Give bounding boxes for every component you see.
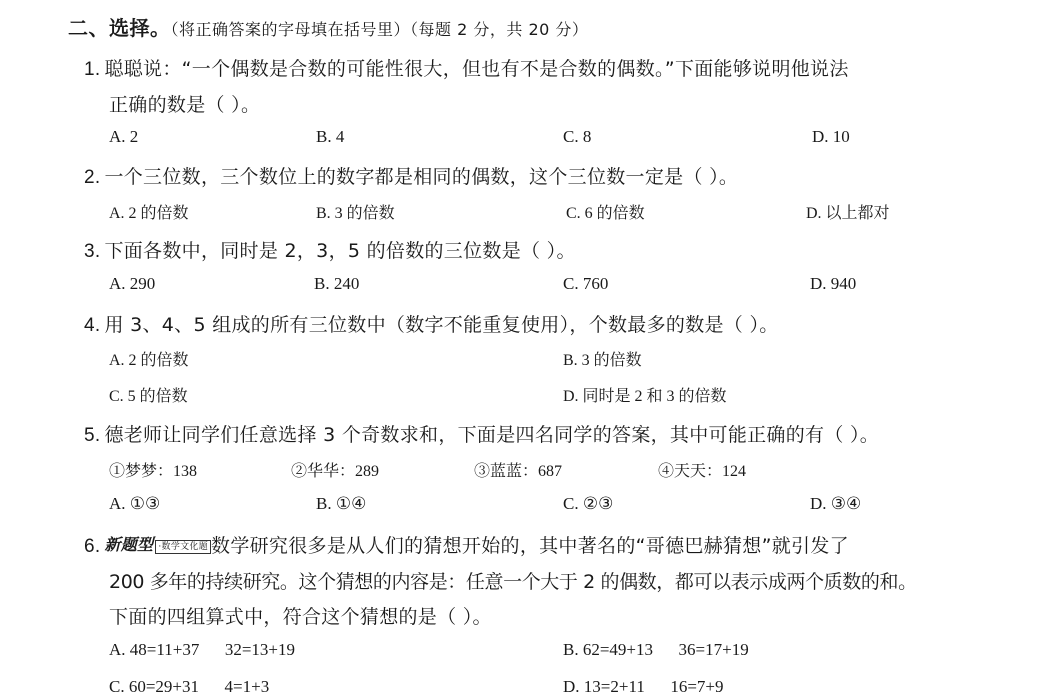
question-6: [84, 531, 849, 558]
option-d: D. 同时是 2 和 3 的倍数: [563, 388, 727, 405]
option-b: B. 240: [314, 274, 360, 293]
option-d: D. ③④: [810, 494, 862, 513]
option-c: C. 60=29+31 4=1+3: [109, 677, 270, 696]
option-b: B. 4: [316, 127, 345, 146]
option-b: B. 3 的倍数: [563, 352, 642, 369]
new-question-type-tag: 新题型: [104, 535, 154, 554]
question-4: [84, 310, 779, 337]
option-a: A. 2 的倍数: [109, 205, 189, 222]
question-text: 下面各数中，同时是 2，3，5 的倍数的三位数是（ ）。: [104, 240, 576, 262]
question-text: 聪聪说：“一个偶数是合数的可能性很大，但也有不是合数的偶数。”下面能够说明他说法: [104, 58, 849, 80]
question-number: 2.: [84, 167, 101, 188]
question-1: [84, 54, 849, 81]
option-a: A. 290: [109, 274, 156, 293]
section-note: （将正确答案的字母填在括号里）（每题 2 分，共 20 分）: [170, 20, 589, 39]
question-text: 数学研究很多是从人们的猜想开始的，其中著名的“哥德巴赫猜想”就引发了: [211, 535, 849, 557]
student-answer-4: ④天天：124: [658, 463, 747, 480]
section-header: [68, 12, 588, 41]
question-2: [84, 162, 738, 189]
question-text: 德老师让同学们任意选择 3 个奇数求和，下面是四名同学的答案，其中可能正确的有（ ）。: [104, 424, 880, 446]
option-d: D. 13=2+11 16=7+9: [563, 677, 724, 696]
option-b: B. 3 的倍数: [316, 205, 395, 222]
option-c: C. 760: [563, 274, 609, 293]
question-number: 6.: [84, 536, 101, 557]
question-6-line-3: 下面的四组算式中，符合这个猜想的是（ ）。: [109, 606, 492, 628]
question-6-line-2: 200 多年的持续研究。这个猜想的内容是：任意一个大于 2 的偶数，都可以表示成两个质数的和。: [109, 571, 917, 593]
option-d: D. 以上都对: [806, 205, 890, 222]
option-d: D. 10: [812, 127, 850, 146]
student-answer-3: ③蓝蓝：687: [474, 463, 563, 480]
question-number: 3.: [84, 241, 101, 262]
option-a: A. 2 的倍数: [109, 352, 189, 369]
question-1-line-2: 正确的数是（ ）。: [109, 94, 261, 116]
option-a: A. ①③: [109, 494, 161, 513]
math-culture-tag: ·数学文化题: [155, 540, 211, 554]
option-d: D. 940: [810, 274, 857, 293]
option-b: B. ①④: [316, 494, 367, 513]
question-3: [84, 236, 576, 263]
question-text: 用 3、4、5 组成的所有三位数中（数字不能重复使用），个数最多的数是（ ）。: [104, 314, 779, 336]
option-b: B. 62=49+13 36=17+19: [563, 640, 749, 659]
option-a: A. 48=11+37 32=13+19: [109, 640, 295, 659]
question-number: 1.: [84, 59, 101, 80]
question-text: 一个三位数，三个数位上的数字都是相同的偶数，这个三位数一定是（ ）。: [104, 166, 739, 188]
student-answer-1: ①梦梦：138: [109, 463, 198, 480]
question-number: 4.: [84, 315, 101, 336]
question-number: 5.: [84, 425, 101, 446]
option-c: C. 6 的倍数: [566, 205, 645, 222]
question-5: [84, 420, 879, 447]
section-title: 二、选择。: [68, 16, 171, 40]
option-c: C. 8: [563, 127, 592, 146]
option-a: A. 2: [109, 127, 139, 146]
option-c: C. ②③: [563, 494, 614, 513]
student-answer-2: ②华华：289: [291, 463, 380, 480]
option-c: C. 5 的倍数: [109, 388, 188, 405]
